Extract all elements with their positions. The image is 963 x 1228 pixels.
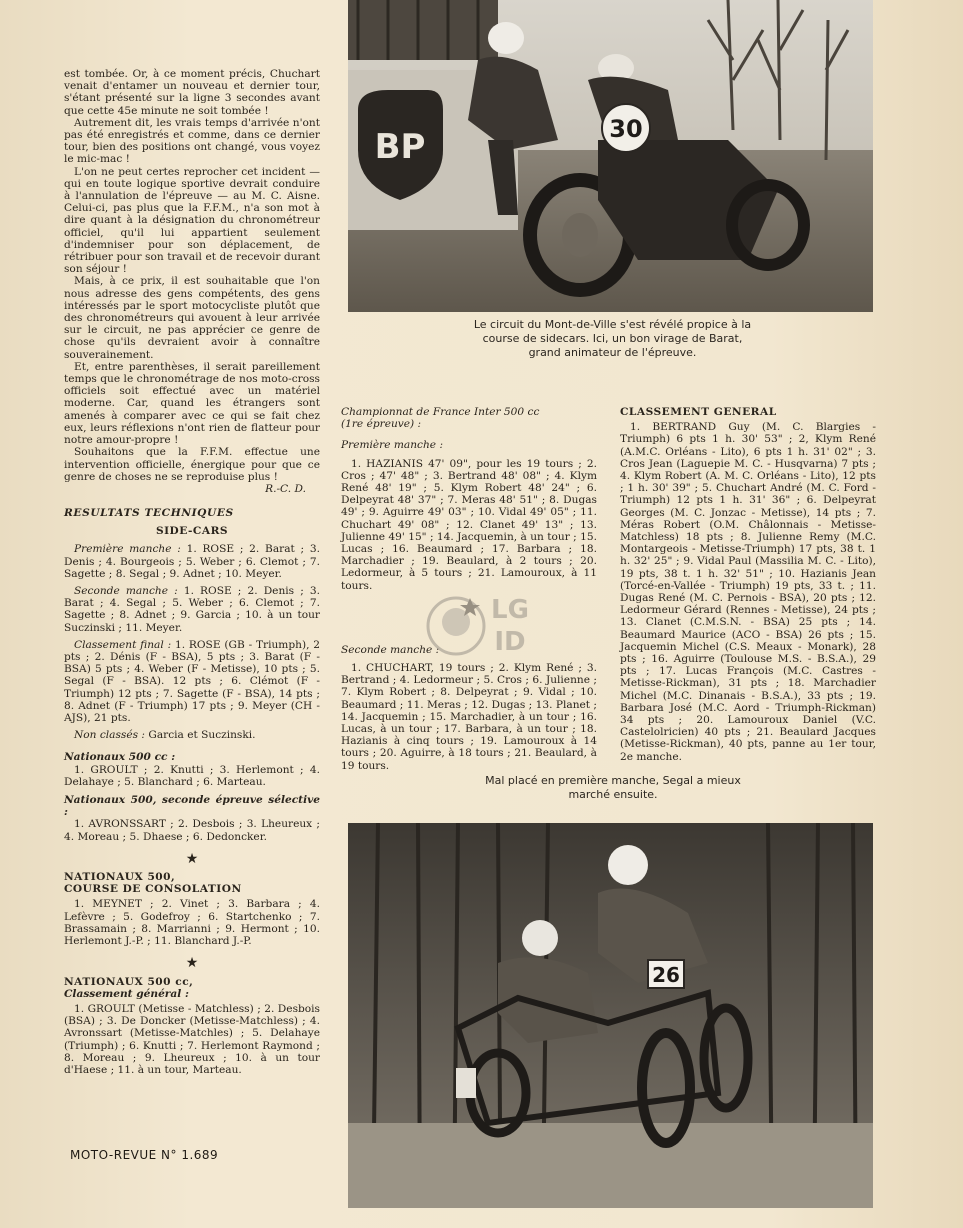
paragraph: Mais, à ce prix, il est souhaitable que l'on nous adresse des gens compétents, des gens intéressés par le sport motocycliste plutôt que des chronométreurs qui avouent à leur arrivée sur le circuit, ne pas apprécier ce genre de chose qu'ils devraient avoir à connaître souverainement. <box>64 275 320 361</box>
sidecars-heading: SIDE-CARS <box>155 525 229 538</box>
label: Seconde manche : <box>74 585 178 598</box>
n500-heading: NATIONAUX 500 cc, <box>64 975 194 988</box>
consolation-results: 1. MEYNET ; 2. Vinet ; 3. Barbara ; 4. Lefèvre ; 5. Godefroy ; 6. Startchenko ; 7. Brassamain ; 8. Marrianni ; 9. Hermont ; 10. Herlemont J.-P. ; 11. Blanchard J.-P. <box>64 898 320 948</box>
general-classification <box>620 406 876 763</box>
consolation-heading: NATIONAUX 500, <box>64 871 176 884</box>
paragraph: L'on ne peut certes reprocher cet incident — qui en toute logique sportive devrait conduire à l'annulation de l'épreuve — au M. C. Aisne. Celui-ci, pas plus que la F.F.M., n'a son mot à dire quant à la désignation du chronométreur officiel, qu'il lui appartient seulement d'indemniser pour son déplacement, de rétribuer pour son travail et de recevoir durant son séjour ! <box>64 165 320 276</box>
paragraph: Et, entre parenthèses, il serait pareillement temps que le chronométrage de nos moto-cross officiels soit effectué avec un matériel moderne. Car, quand les étrangers sont amenés à comparer avec ce qui se fait chez eux, leurs réflexions n'ont rien de flatteur pour notre amour-propre ! <box>64 360 320 447</box>
sidecar-jump-photo <box>348 823 873 1208</box>
label: Non classés : <box>74 729 145 742</box>
value: 1. ROSE ; 2. Denis ; 3. Barat ; 4. Segal ; 5. Weber ; 6. Clemot ; 7. Sagette ; 8. Adnet ; 9. Garcia ; 10. à un tour Suczinski ; 11. Meyer. <box>64 585 320 634</box>
label: Première manche : <box>74 543 181 556</box>
sidecars-second-heat <box>64 585 320 634</box>
championship-title: Championnat de France Inter 500 cc <box>341 406 540 418</box>
svg-text:ID: ID <box>494 627 526 657</box>
consolation-subheading: COURSE DE CONSOLATION <box>64 883 242 896</box>
results-heading: RESULTATS TECHNIQUES <box>64 507 234 519</box>
top-photo <box>348 0 873 312</box>
nationaux-heading: Nationaux 500 cc : <box>64 751 176 764</box>
general-classification-text: 1. BERTRAND Guy (M. C. Blargies - Triumph) 6 pts 1 h. 30' 53" ; 2, Klym René (A.M.C. Orléans - Lito), 6 pts 1 h. 31' 02" ; 3. Cros Jean (Laguepie M. C. - Husqvarna) 7 pts ; 4. Klym Robert (A. M. C. Orléans - Lito), 12 pts ; 1 h. 30' 39" ; 5. Chuchart André (M. C. Ford - Triumph) 12 pts 1 h. 31' 36" ; 6. Delpeyrat Georges (M. C. Jonzac - Metisse), 14 pts ; 7. Méras Robert (O.M. Châlonnais - Metisse-Matchless) 18 pts ; 8. Julienne Remy (M.C. Montargeois - Metisse-Triumph) 17 pts, 38 t. 1 h. 32' 25" ; 9. Vidal Paul (Massilia M. C. - Lito), 19 pts, 38 t. 1 h. 32' 51" ; 10. Hazianis Jean (Torcé-en-Vallée - Triumph) 19 pts, 33 t. ; 11. Dugas René (M. C. Pernois - BSA), 20 pts ; 12. Ledormeur Gérard (Rennes - Metisse), 24 pts ; 13. Clanet (C.M.S.N. - BSA) 25 pts ; 14. Beaumard Maurice (ACO - BSA) 26 pts ; 15. Jacquemin Michel (C.S. Meaux - Monark), 28 pts ; 16. Aguirre (Toulouse M.S. - B.S.A.), 29 pts ; 17. Lucas François (M.C. Castres - Metisse-Rickman), 31 pts ; 18. Marchadier Michel (M.C. Dinanais - B.S.A.), 33 pts ; 19. Barbara José (M.C. Aord - Triumph-Rickman) 34 pts ; 20. Lamouroux Daniel (V.C. Castelolricien) 40 pts ; 21. Beaulard Jacques (Metisse-Rickman), 40 pts, panne au 1er tour, 2e manche. <box>620 421 876 763</box>
sidecars-first-heat <box>64 543 320 580</box>
intro-text <box>64 68 320 495</box>
race-number: 30 <box>609 115 643 143</box>
second-heat-heading: Seconde manche : <box>341 643 440 656</box>
first-heat-results: 1. HAZIANIS 47' 09", pour les 19 tours ; 2. Cros ; 47' 48" ; 3. Bertrand 48' 08" ; 4. Klym René 48' 19" ; 5. Klym Robert 48' 24" ; 6. Delpeyrat 48' 37" ; 7. Meras 48' 51" ; 8. Dugas 49' ; 9. Aguirre 49' 03" ; 10. Vidal 49' 05" ; 11. Chuchart 49' 08" ; 12. Clanet 49' 13" ; 13. Julienne 49' 15" ; 14. Jacquemin, à un tour ; 15. Lucas ; 16. Beaumard ; 17. Barbara ; 18. Marchadier ; 19. Beaulard, à 2 tours ; 20. Ledormeur, à 5 tours ; 21. Lamouroux, à 11 tours. <box>341 457 597 592</box>
footer-issue: MOTO-REVUE N° 1.689 <box>70 1148 219 1162</box>
n500-subheading: Classement général : <box>64 987 189 1000</box>
paragraph: est tombée. Or, à ce moment précis, Chuchart venait d'entamer un nouveau et dernier tour, s'étant présenté sur la ligne 3 secondes avant que cette 45e minute ne soit tombée ! <box>64 68 320 117</box>
paragraph: Autrement dit, les vrais temps d'arrivée n'ont pas été enregistrés et comme, dans ce dernier tour, bien des positions ont changé, vous voyez le mic-mac ! <box>64 116 320 166</box>
nationaux-selective-results: 1. AVRONSSART ; 2. Desbois ; 3. Lheureux ; 4. Moreau ; 5. Dhaese ; 6. Dedoncker. <box>64 818 320 843</box>
nationaux-results: 1. GROULT ; 2. Knutti ; 3. Herlemont ; 4. Delahaye ; 5. Blanchard ; 6. Marteau. <box>64 763 320 788</box>
top-photo-caption: Le circuit du Mont-de-Ville s'est révélé propice à la course de sidecars. Ici, un bon virage de Barat, grand animateur de l'épreuve. <box>473 318 752 359</box>
value: Garcia et Suczinski. <box>145 729 256 742</box>
bp-sign: BP <box>374 127 426 167</box>
middle-photo-caption: Mal placé en première manche, Segal a mieux marché ensuite. <box>485 774 741 801</box>
star-separator: ★ <box>185 955 199 972</box>
first-heat-heading: Première manche : <box>341 439 444 452</box>
bottom-photo <box>348 823 873 1208</box>
sidecar-race-photo <box>348 0 873 312</box>
paragraph: Souhaitons que la F.F.M. effectue une intervention officielle, énergique pour que ce genre de choses ne se reproduise plus ! <box>64 446 320 483</box>
value: 1. ROSE (GB - Triumph), 2 pts ; 2. Dénis (F - BSA), 5 pts ; 3. Barat (F - BSA) 5 pts ; 4. Weber (F - Metisse), 10 pts ; 5. Segal (F - BSA). 12 pts ; 6. Clémot (F - Triumph) 12 pts ; 7. Sagette (F - BSA), 14 pts ; 8. Adnet (F - Triumph) 17 pts ; 9. Meyer (CH - AJS), 21 pts. <box>64 638 321 725</box>
value: 1. ROSE ; 2. Barat ; 3. Denis ; 4. Bourgeois ; 5. Weber ; 6. Clemot ; 7. Sagette ; 8. Segal ; 9. Adnet ; 10. Meyer. <box>64 543 320 580</box>
svg-text:LG: LG <box>491 595 529 625</box>
watermark-logo <box>418 578 548 668</box>
championship-subtitle: (1re épreuve) : <box>341 418 422 431</box>
signature: R.-C. D. <box>265 482 306 495</box>
sidecars-final <box>64 639 320 724</box>
results-block <box>64 507 320 1076</box>
nationaux-selective-heading: Nationaux 500, seconde épreuve sélective : <box>64 794 320 819</box>
label: Classement final : <box>74 638 172 651</box>
star-separator: ★ <box>185 850 199 867</box>
second-heat-results: 1. CHUCHART, 19 tours ; 2. Klym René ; 3. Bertrand ; 4. Ledormeur ; 5. Cros ; 6. Julienne ; 7. Klym Robert ; 8. Delpeyrat ; 9. Vidal ; 10. Beaumard ; 11. Meras ; 12. Dugas ; 13. Planet ; 14. Jacquemin ; 15. Marchadier, à un tour ; 16. Lucas, à un tour ; 17. Barbara, à un tour ; 18. Hazianis à cinq tours ; 19. Lamouroux à 14 tours ; 20. Aguirre, à 18 tours ; 21. Beaulard, à 19 tours. <box>341 662 597 772</box>
general-classification-heading: CLASSEMENT GENERAL <box>620 406 777 418</box>
sidecars-unclassified <box>64 729 320 741</box>
race-number: 26 <box>652 963 680 987</box>
n500-results: 1. GROULT (Metisse - Matchless) ; 2. Desbois (BSA) ; 3. De Doncker (Metisse-Matchless) ; 4. Avronssart (Metisse-Matchles) ; 5. Delahaye (Triumph) ; 6. Knutti ; 7. Herlemont Raymond ; 8. Moreau ; 9. Lheureux ; 10. à un tour d'Haese ; 11. à un tour, Marteau. <box>64 1002 320 1076</box>
